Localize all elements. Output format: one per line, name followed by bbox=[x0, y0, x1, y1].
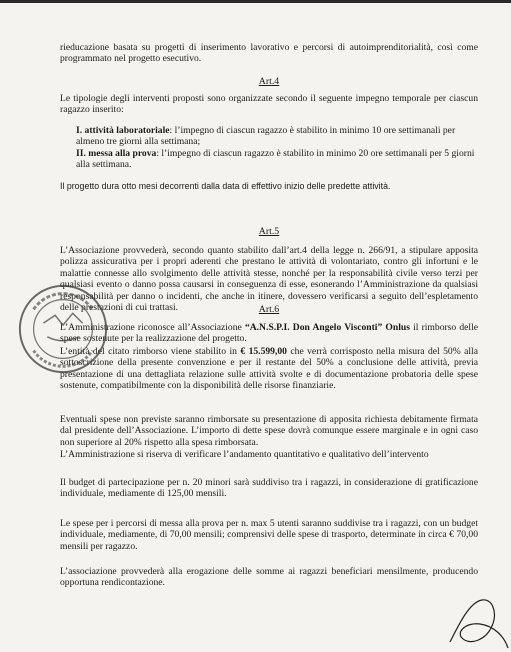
paragraph-9: Il budget di partecipazione per n. 20 minori sarà suddiviso tra i ragazzi, in considerazione di gratificazione individuale, mediamente di 125,00 mensili. bbox=[60, 477, 478, 500]
paragraph-11: L’associazione provvederà alla erogazione delle somme ai ragazzi beneficiari mensilmente, producendo opportuna rendicontazione. bbox=[60, 566, 478, 589]
paragraph-7: Eventuali spese non previste saranno rimborsate su presentazione di apposita richiesta debitamente firmata dal presidente dell’Associazione. L’importo di dette spese dovrà comunque essere marginale e in ogni caso non superiore al 20% rispetto alla spesa rimborsata. bbox=[60, 414, 478, 448]
paragraph-10: Le spese per i percorsi di messa alla prova per n. max 5 utenti saranno suddivise tra i ragazzi, con un budget individuale, mediamente, di 70,00 mensili; comprensivi delle spese di trasporto, determinate in circa € 70,00 mensili per ragazzo. bbox=[60, 518, 478, 552]
list-item-lab: I. attività laboratoriale: l’impegno di ciascun ragazzo è stabilito in minimo 10 ore settimanali per almeno tre giorni alla settimana; bbox=[76, 125, 456, 148]
paragraph-4: L’Associazione provvederà, secondo quanto stabilito dall’art.4 della legge n. 266/91, a stipulare apposita polizza assicurativa per i propri aderenti che prestano le attività di volontariato, contro gli infortuni e le malattie connesse allo svolgimento delle attività stesse, nonché per la responsabilità civile verso terzi per qualsiasi evento o danno possa causarsi in conseguenza di esse, esonerando l’Amministrazione da qualsiasi responsabilità per danno o incidenti, che anche in itinere, dovessero verificarsi a seguito dell’espletamento delle prestazioni di cui trattasi. bbox=[60, 245, 478, 314]
association-stamp bbox=[14, 280, 112, 378]
art5-heading: Art.5 bbox=[258, 226, 280, 237]
paragraph-3: Il progetto dura otto mesi decorrenti dalla data di effettivo inizio delle predette attività. bbox=[60, 181, 391, 191]
paragraph-5: L’Amministrazione riconosce all’Associazione “A.N.S.P.I. Don Angelo Visconti” Onlus il rimborso delle spese sostenute per la realizzazione del progetto. bbox=[60, 322, 479, 345]
scan-edge bbox=[0, 0, 511, 3]
list-item-prova: II. messa alla prova: l’impegno di ciascun ragazzo è stabilito in minimo 20 ore settimanali per 5 giorni alla settimana. bbox=[76, 148, 475, 171]
paragraph-1: rieducazione basata su progetti di inserimento lavorativo e percorsi di autoimprenditorialità, così come programmato nel progetto esecutivo. bbox=[60, 42, 478, 65]
art6-heading: Art.6 bbox=[258, 304, 280, 315]
art4-heading: Art.4 bbox=[258, 76, 280, 87]
paragraph-8: L’Amministrazione si riserva di verificare l’andamento quantitativo e qualitativo dell’intervento bbox=[60, 449, 429, 460]
paragraph-6: L’entità del citato rimborso viene stabilito in € 15.599,00 che verrà corrisposto nella misura del 50% alla sottoscrizione della presente convenzione e per il restante del 50% a conclusione delle attività, previa presentazione di una dettagliata relazione sulle attività svolte e di documentazione probatoria delle spese sostenute, compatibilmente con la disponibilità delle risorse finanziarie. bbox=[60, 346, 478, 392]
signature-scribble bbox=[440, 592, 510, 650]
paragraph-2: Le tipologie degli interventi proposti sono organizzate secondo il seguente impegno temporale per ciascun ragazzo inserito: bbox=[60, 93, 478, 116]
